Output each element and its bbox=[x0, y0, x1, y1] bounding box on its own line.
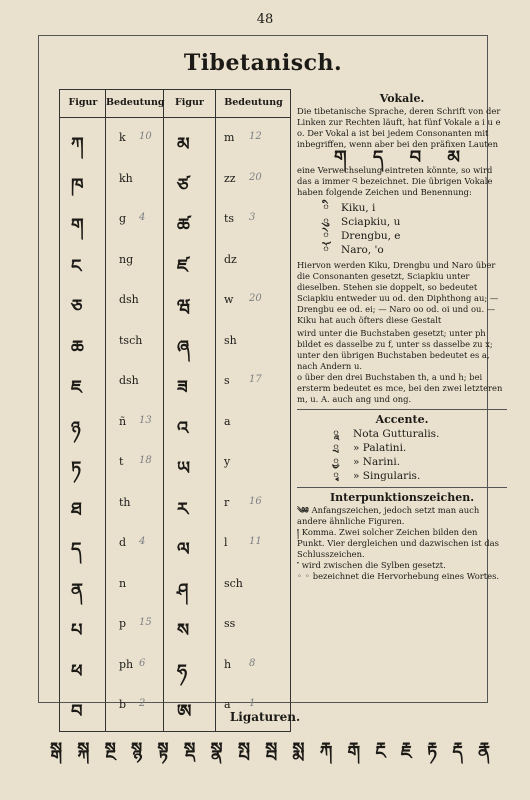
ligature-glyph: རྗ bbox=[400, 739, 412, 760]
handwritten-note-left: 15 bbox=[139, 617, 152, 628]
section-divider bbox=[297, 487, 507, 488]
meaning-left: ph bbox=[119, 657, 134, 671]
tibetan-glyph-left: ཉ bbox=[71, 417, 81, 439]
handwritten-note-right: 3 bbox=[249, 212, 256, 223]
ligature-glyph: རྒ bbox=[347, 739, 361, 760]
ligature-glyph: སྨ bbox=[292, 739, 305, 760]
tibetan-glyph-right: འ bbox=[177, 417, 189, 439]
handwritten-note-left: 6 bbox=[139, 657, 146, 669]
page-number: 48 bbox=[256, 12, 274, 27]
meaning-left: p bbox=[119, 617, 127, 630]
tibetan-glyph-left: ང bbox=[71, 255, 82, 277]
ligaturen-row bbox=[50, 730, 490, 780]
accent-gutturalis: ཱ Nota Gutturalis. bbox=[333, 428, 440, 440]
meaning-right: ts bbox=[224, 212, 235, 225]
table-row bbox=[59, 243, 291, 281]
ligature-glyph: སྡ bbox=[183, 739, 196, 760]
tibetan-glyph-right: ཡ bbox=[177, 458, 191, 479]
meaning-right: dz bbox=[224, 252, 237, 266]
vokale-usage: Hiervon werden Kiku, Drengbu und Naro über die Consonanten gesetzt, Sciapkiu unter dieselben. Stehen sie doppelt, so bedeutet Sciapkiu entweder uu od. den Diphthong au; — Drengbu ee od. ei; — Naro oo od. oi und ou. — Kiku hat auch öfters diese Gestalt bbox=[297, 260, 499, 325]
meaning-left: g bbox=[119, 212, 127, 225]
tibetan-glyph-right: ས bbox=[177, 620, 190, 641]
sylben-trenner: ་ wird zwischen die Sylben gesetzt. bbox=[297, 560, 446, 570]
tibetan-glyph-right: ར bbox=[177, 498, 189, 520]
table-row bbox=[59, 202, 291, 240]
vokale-under-letters: wird unter die Buchstaben gesetzt; unter ph bildet es dasselbe zu f, unter ss dasselbe zu x; unter den übrigen Buchstaben bedeutet es a, nach Andern u. bbox=[297, 328, 493, 371]
komma: ། Komma. Zwei solcher Zeichen bilden den Punkt. Vier dergleichen und dazwischen ist das Schlusszeichen. bbox=[297, 527, 499, 559]
table-row bbox=[59, 162, 291, 200]
ligaturen-title: Ligaturen. bbox=[229, 710, 301, 724]
notes-column bbox=[297, 89, 507, 731]
ligature-glyph: སྒ bbox=[50, 739, 63, 760]
ligature-glyph: རྡ bbox=[452, 739, 463, 760]
meaning-left: kh bbox=[119, 171, 133, 185]
meaning-left: dsh bbox=[119, 293, 139, 306]
meaning-left: k bbox=[119, 131, 126, 144]
header-figur-2: Figur bbox=[175, 97, 204, 108]
table-row bbox=[59, 648, 291, 686]
page-title: Tibetanisch. bbox=[183, 50, 343, 76]
handwritten-note-right: 1 bbox=[249, 698, 256, 709]
handwritten-note-left: 4 bbox=[139, 212, 146, 223]
handwritten-note-right: 11 bbox=[249, 536, 262, 547]
tibetan-glyph-left: ཅ bbox=[71, 296, 83, 317]
tibetan-glyph-right: ཚ bbox=[177, 215, 190, 236]
handwritten-note-left: 2 bbox=[139, 698, 146, 709]
meaning-right: w bbox=[224, 293, 234, 306]
tibetan-glyph-right: ཧ bbox=[177, 660, 188, 682]
meaning-right: sh bbox=[224, 333, 237, 347]
tibetan-glyph-right: ཝ bbox=[177, 296, 191, 317]
meaning-left: t bbox=[119, 455, 124, 468]
meaning-left: d bbox=[119, 536, 127, 549]
meaning-left: ñ bbox=[119, 414, 127, 428]
vowel-sign-naro: ོ Naro, 'o bbox=[323, 244, 384, 256]
accent-narini: ྱ » Narini. bbox=[333, 456, 401, 468]
tibetan-glyph-left: ཕ bbox=[71, 660, 83, 682]
table-row bbox=[59, 283, 291, 321]
meaning-left: ng bbox=[119, 252, 134, 266]
meaning-right: a bbox=[224, 698, 231, 711]
accent-palatini: ྲ » Palatini. bbox=[333, 442, 407, 454]
meaning-left: b bbox=[119, 698, 127, 711]
header-bedeutung-1: Bedeutung bbox=[106, 97, 165, 108]
prefix-glyphs: ག ད བ མ bbox=[333, 147, 471, 168]
vowel-sign-sciapkiu: ུ Sciapkiu, u bbox=[323, 216, 401, 228]
ligature-glyph: རྟ bbox=[427, 739, 438, 760]
ligature-glyph: སྤ bbox=[237, 739, 250, 760]
ligature-glyph: སྔ bbox=[104, 739, 116, 760]
meaning-right: m bbox=[224, 131, 235, 144]
tibetan-glyph-right: ཤ bbox=[177, 579, 189, 601]
tibetan-glyph-left: ཇ bbox=[71, 377, 82, 398]
vowel-sign-drengbu: ེ Drengbu, e bbox=[323, 230, 401, 242]
meaning-right: a bbox=[224, 414, 231, 428]
meaning-right: sch bbox=[224, 576, 243, 590]
header-figur-1: Figur bbox=[68, 97, 98, 108]
tibetan-glyph-left: ད bbox=[71, 539, 82, 560]
handwritten-note-left: 18 bbox=[139, 455, 152, 466]
tibetan-glyph-right: ཙ bbox=[177, 174, 189, 196]
meaning-left: th bbox=[119, 495, 131, 509]
header-bedeutung-2: Bedeutung bbox=[224, 97, 283, 108]
ligature-glyph: སྐ bbox=[77, 739, 90, 760]
hervorhebung: ◦ ◦ bezeichnet die Hervorhebung eines Wortes. bbox=[297, 571, 500, 581]
ligature-glyph: སྙ bbox=[130, 739, 143, 760]
table-row bbox=[59, 364, 291, 402]
table-row bbox=[59, 405, 291, 443]
tibetan-glyph-left: ཁ bbox=[71, 174, 84, 196]
table-row bbox=[59, 486, 291, 524]
tibetan-glyph-right: ཨ bbox=[177, 701, 192, 722]
tibetan-glyph-left: ག bbox=[71, 215, 84, 236]
handwritten-note-right: 16 bbox=[249, 495, 262, 507]
tibetan-glyph-right: ལ bbox=[177, 539, 190, 560]
ligature-glyph: སྣ bbox=[210, 739, 223, 760]
ligature-glyph: སྟ bbox=[157, 739, 169, 760]
meaning-right: zz bbox=[224, 171, 236, 185]
handwritten-note-right: 20 bbox=[249, 171, 262, 183]
ligature-glyph: རྐ bbox=[319, 739, 333, 760]
ligature-glyph: སྦ bbox=[265, 739, 278, 760]
tibetan-glyph-left: ཆ bbox=[71, 336, 84, 358]
vokale-confusion: eine Verwechselung eintreten könnte, so wird das a immer འ bezeichnet. Die übrigen Vokale haben folgende Zeichen und Benennung: bbox=[297, 165, 493, 197]
table-row bbox=[59, 607, 291, 645]
anfangszeichen: ༄༅ Anfangszeichen, jedoch setzt man auch andere ähnliche Figuren. bbox=[297, 505, 480, 526]
vokale-title: Vokale. bbox=[379, 92, 425, 105]
meaning-right: ss bbox=[224, 617, 236, 630]
interpunktion-title: Interpunktionszeichen. bbox=[329, 491, 475, 504]
meaning-right: r bbox=[224, 495, 230, 509]
meaning-left: n bbox=[119, 576, 127, 590]
handwritten-note-right: 17 bbox=[249, 374, 262, 385]
header-rule bbox=[59, 117, 291, 118]
tibetan-glyph-left: པ bbox=[71, 620, 83, 641]
meaning-left: dsh bbox=[119, 374, 139, 387]
meaning-right: s bbox=[224, 374, 230, 387]
vokale-intro: Die tibetanische Sprache, deren Schrift von der Linken zur Rechten läuft, hat fünf Vokale a i u e o. Der Vokal a ist bei jedem Consonanten mit inbegriffen, wenn aber bei den präfixen Lauten bbox=[297, 106, 501, 149]
tibetan-glyph-right: ཛ bbox=[177, 255, 188, 277]
ligature-glyph: རྔ bbox=[375, 739, 386, 760]
table-row bbox=[59, 526, 291, 564]
tibetan-glyph-left: ཀ bbox=[71, 134, 84, 155]
meaning-left: tsch bbox=[119, 333, 143, 347]
accente-title: Accente. bbox=[375, 413, 429, 426]
handwritten-note-left: 13 bbox=[139, 414, 152, 426]
ligature-glyph: རྣ bbox=[477, 739, 490, 760]
table-row bbox=[59, 324, 291, 362]
tibetan-glyph-left: བ bbox=[71, 701, 83, 722]
handwritten-note-right: 20 bbox=[249, 293, 262, 304]
tibetan-glyph-left: ཏ bbox=[71, 458, 82, 479]
table-row bbox=[59, 445, 291, 483]
meaning-right: h bbox=[224, 657, 232, 671]
handwritten-note-left: 10 bbox=[139, 131, 152, 142]
handwritten-note-right: 8 bbox=[249, 657, 256, 669]
tibetan-glyph-left: ཐ bbox=[71, 498, 82, 520]
meaning-right: l bbox=[224, 536, 228, 549]
tibetan-glyph-right: ཞ bbox=[177, 336, 190, 358]
vowel-sign-kiku: ི Kiku, i bbox=[323, 202, 376, 214]
vokale-over-letters: o über den drei Buchstaben th, a und h; bei ersterm bedeutet es mce, bei den zwei letzteren m, u. A. auch ang und ong. bbox=[297, 372, 503, 404]
alphabet-table bbox=[59, 89, 503, 731]
accent-singularis: ྭ » Singularis. bbox=[333, 470, 421, 482]
meaning-right: y bbox=[224, 455, 231, 468]
handwritten-note-left: 4 bbox=[139, 536, 146, 547]
tibetan-glyph-right: ཟ bbox=[177, 377, 188, 398]
table-row bbox=[59, 121, 291, 159]
section-divider bbox=[297, 409, 507, 410]
tibetan-glyph-right: མ bbox=[177, 134, 190, 155]
handwritten-note-right: 12 bbox=[249, 131, 262, 142]
table-row bbox=[59, 567, 291, 605]
tibetan-glyph-left: ན bbox=[71, 579, 84, 601]
